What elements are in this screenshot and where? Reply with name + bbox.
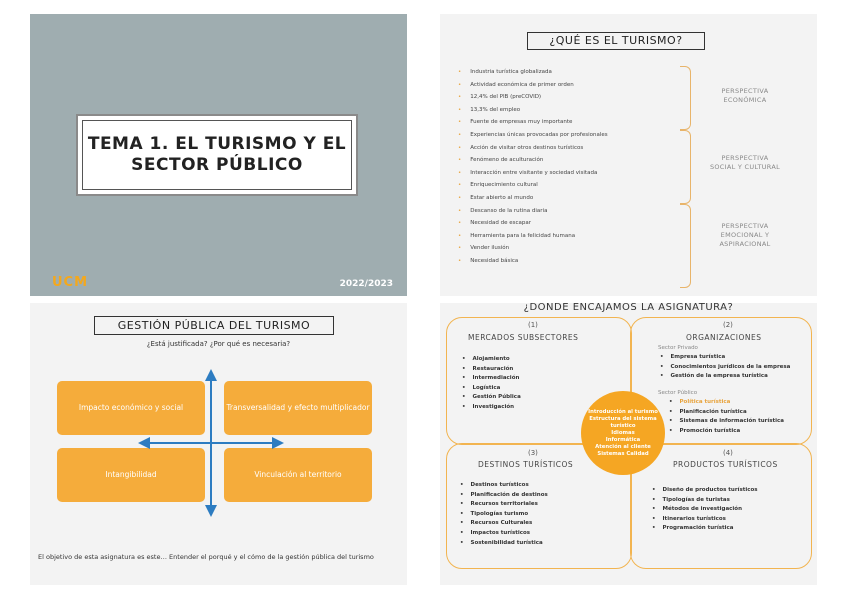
list-item: • Alojamiento	[462, 355, 521, 365]
list-item: • Itinerarios turísticos	[652, 515, 758, 525]
factor-box-intangibility: Intangibilidad	[57, 448, 205, 502]
list-item: • Destinos turísticos	[460, 481, 548, 491]
list-item: • Diseño de productos turísticos	[652, 486, 758, 496]
factor-box-transversality: Transversalidad y efecto multiplicador	[224, 381, 372, 435]
list-item: • Acción de visitar otros destinos turísticos	[458, 142, 608, 155]
slide-footer-text: El objetivo de esta asignatura es este… Entender el porqué y el cómo de la gestión pública del turismo	[38, 553, 374, 561]
perspective-emotional	[690, 222, 800, 249]
private-sector-list	[660, 353, 790, 382]
sector-label: Sector Privado	[658, 345, 698, 351]
slide-title	[88, 134, 346, 176]
factor-box-territory: Vinculación al territorio	[224, 448, 372, 502]
list-item: • 13,3% del empleo	[458, 104, 608, 117]
public-sector-list	[669, 398, 784, 436]
list-item: • 12,4% del PIB (preCOVID)	[458, 91, 608, 104]
title-box	[76, 114, 358, 196]
list-item: • Promoción turística	[669, 427, 784, 437]
list-item: • Vender ilusión	[458, 242, 608, 255]
list-item: • Investigación	[462, 403, 521, 413]
list-item: • Restauración	[462, 365, 521, 375]
markets-list	[462, 355, 521, 413]
circle-line: Estructura del sistema turístico	[589, 415, 657, 429]
circle-line: Atención al cliente	[595, 443, 651, 450]
quadrant-number: (1)	[528, 321, 538, 329]
list-item: • Enriquecimiento cultural	[458, 179, 608, 192]
quadrant-title: DESTINOS TURÍSTICOS	[478, 460, 574, 469]
quadrant-title: ORGANIZACIONES	[686, 333, 762, 342]
products-list	[652, 486, 758, 534]
list-item: • Descanso de la rutina diaria	[458, 205, 608, 218]
list-item: • Planificación turística	[669, 408, 784, 418]
list-item: • Fenómeno de aculturación	[458, 154, 608, 167]
destinations-list	[460, 481, 548, 548]
perspective-label: SOCIAL Y CULTURAL	[709, 163, 781, 171]
list-item: • Industria turística globalizada	[458, 66, 608, 79]
perspective-social	[690, 154, 800, 172]
list-item: • Necesidad básica	[458, 255, 608, 268]
perspective-label: EMOCIONAL Y	[720, 231, 770, 239]
ucm-logo: UCM	[52, 275, 89, 290]
perspective-label: PERSPECTIVA	[721, 222, 769, 230]
circle-line: Informática	[605, 436, 641, 443]
list-item: • Programación turística	[652, 524, 758, 534]
slide-title: ¿DÓNDE ENCAJAMOS LA ASIGNATURA?	[523, 303, 734, 313]
list-item: • Experiencias únicas provocadas por profesionales	[458, 129, 608, 142]
slide-title-line-2: SECTOR PÚBLICO	[131, 155, 303, 175]
list-item: • Herramienta para la felicidad humana	[458, 230, 608, 243]
quadrant-title: MERCADOS SUBSECTORES	[468, 333, 579, 342]
list-item: • Sistemas de información turística	[669, 417, 784, 427]
circle-line: Sistemas Calidad	[597, 450, 649, 457]
list-item: • Planificación de destinos	[460, 491, 548, 501]
list-item: • Necesidad de escapar	[458, 217, 608, 230]
list-item: • Interacción entre visitante y sociedad visitada	[458, 167, 608, 180]
list-item: • Intermediación	[462, 374, 521, 384]
slide-3-thumbnail[interactable]	[30, 303, 407, 585]
list-item: • Fuente de empresas muy importante	[458, 116, 608, 129]
slide-2-thumbnail[interactable]	[440, 14, 817, 296]
list-item: • Métodos de investigación	[652, 505, 758, 515]
perspective-label: PERSPECTIVA	[721, 87, 769, 95]
slide-4-thumbnail[interactable]	[440, 303, 817, 585]
perspective-economic	[690, 87, 800, 105]
list-item: • Sostenibilidad turística	[460, 539, 548, 549]
factor-box-economic-impact: Impacto económico y social	[57, 381, 205, 435]
list-item: • Recursos Culturales	[460, 519, 548, 529]
slide-title-line-1: TEMA 1. EL TURISMO Y EL	[87, 134, 347, 154]
list-item: • Gestión de la empresa turística	[660, 372, 790, 382]
quadrant-number: (4)	[723, 449, 733, 457]
tourism-definition-list	[458, 66, 608, 268]
list-item: • Impactos turísticos	[460, 529, 548, 539]
list-item: • Estar abierto al mundo	[458, 192, 608, 205]
list-item: • Actividad económica de primer orden	[458, 79, 608, 92]
circle-line: Idiomas	[611, 429, 635, 436]
perspective-label: PERSPECTIVA	[721, 154, 769, 162]
quadrant-title: PRODUCTOS TURÍSTICOS	[673, 460, 778, 469]
academic-year: 2022/2023	[339, 279, 393, 289]
list-item: • Logística	[462, 384, 521, 394]
slide-subtitle: ¿Está justificada? ¿Por qué es necesaria?	[146, 340, 291, 348]
core-subjects-circle	[581, 391, 665, 475]
list-item: • Gestión Pública	[462, 393, 521, 403]
slide-title: ¿QUÉ ES EL TURISMO?	[527, 32, 705, 50]
list-item: • Empresa turística	[660, 353, 790, 363]
list-item: • Política turística	[669, 398, 784, 408]
quadrant-number: (2)	[723, 321, 733, 329]
list-item: • Tipologías de turistas	[652, 496, 758, 506]
list-item: • Tipologías turismo	[460, 510, 548, 520]
slide-title: GESTIÓN PÚBLICA DEL TURISMO	[94, 316, 334, 335]
cross-arrows-icon	[30, 303, 407, 585]
quadrant-number: (3)	[528, 449, 538, 457]
sector-label: Sector Público	[658, 390, 698, 396]
perspective-label: ECONÓMICA	[723, 96, 767, 104]
list-item: • Recursos territoriales	[460, 500, 548, 510]
perspective-label: ASPIRACIONAL	[719, 240, 771, 248]
circle-line: Introducción al turismo	[588, 408, 658, 415]
slide-1-thumbnail[interactable]	[30, 14, 407, 296]
list-item: • Conocimientos jurídicos de la empresa	[660, 363, 790, 373]
